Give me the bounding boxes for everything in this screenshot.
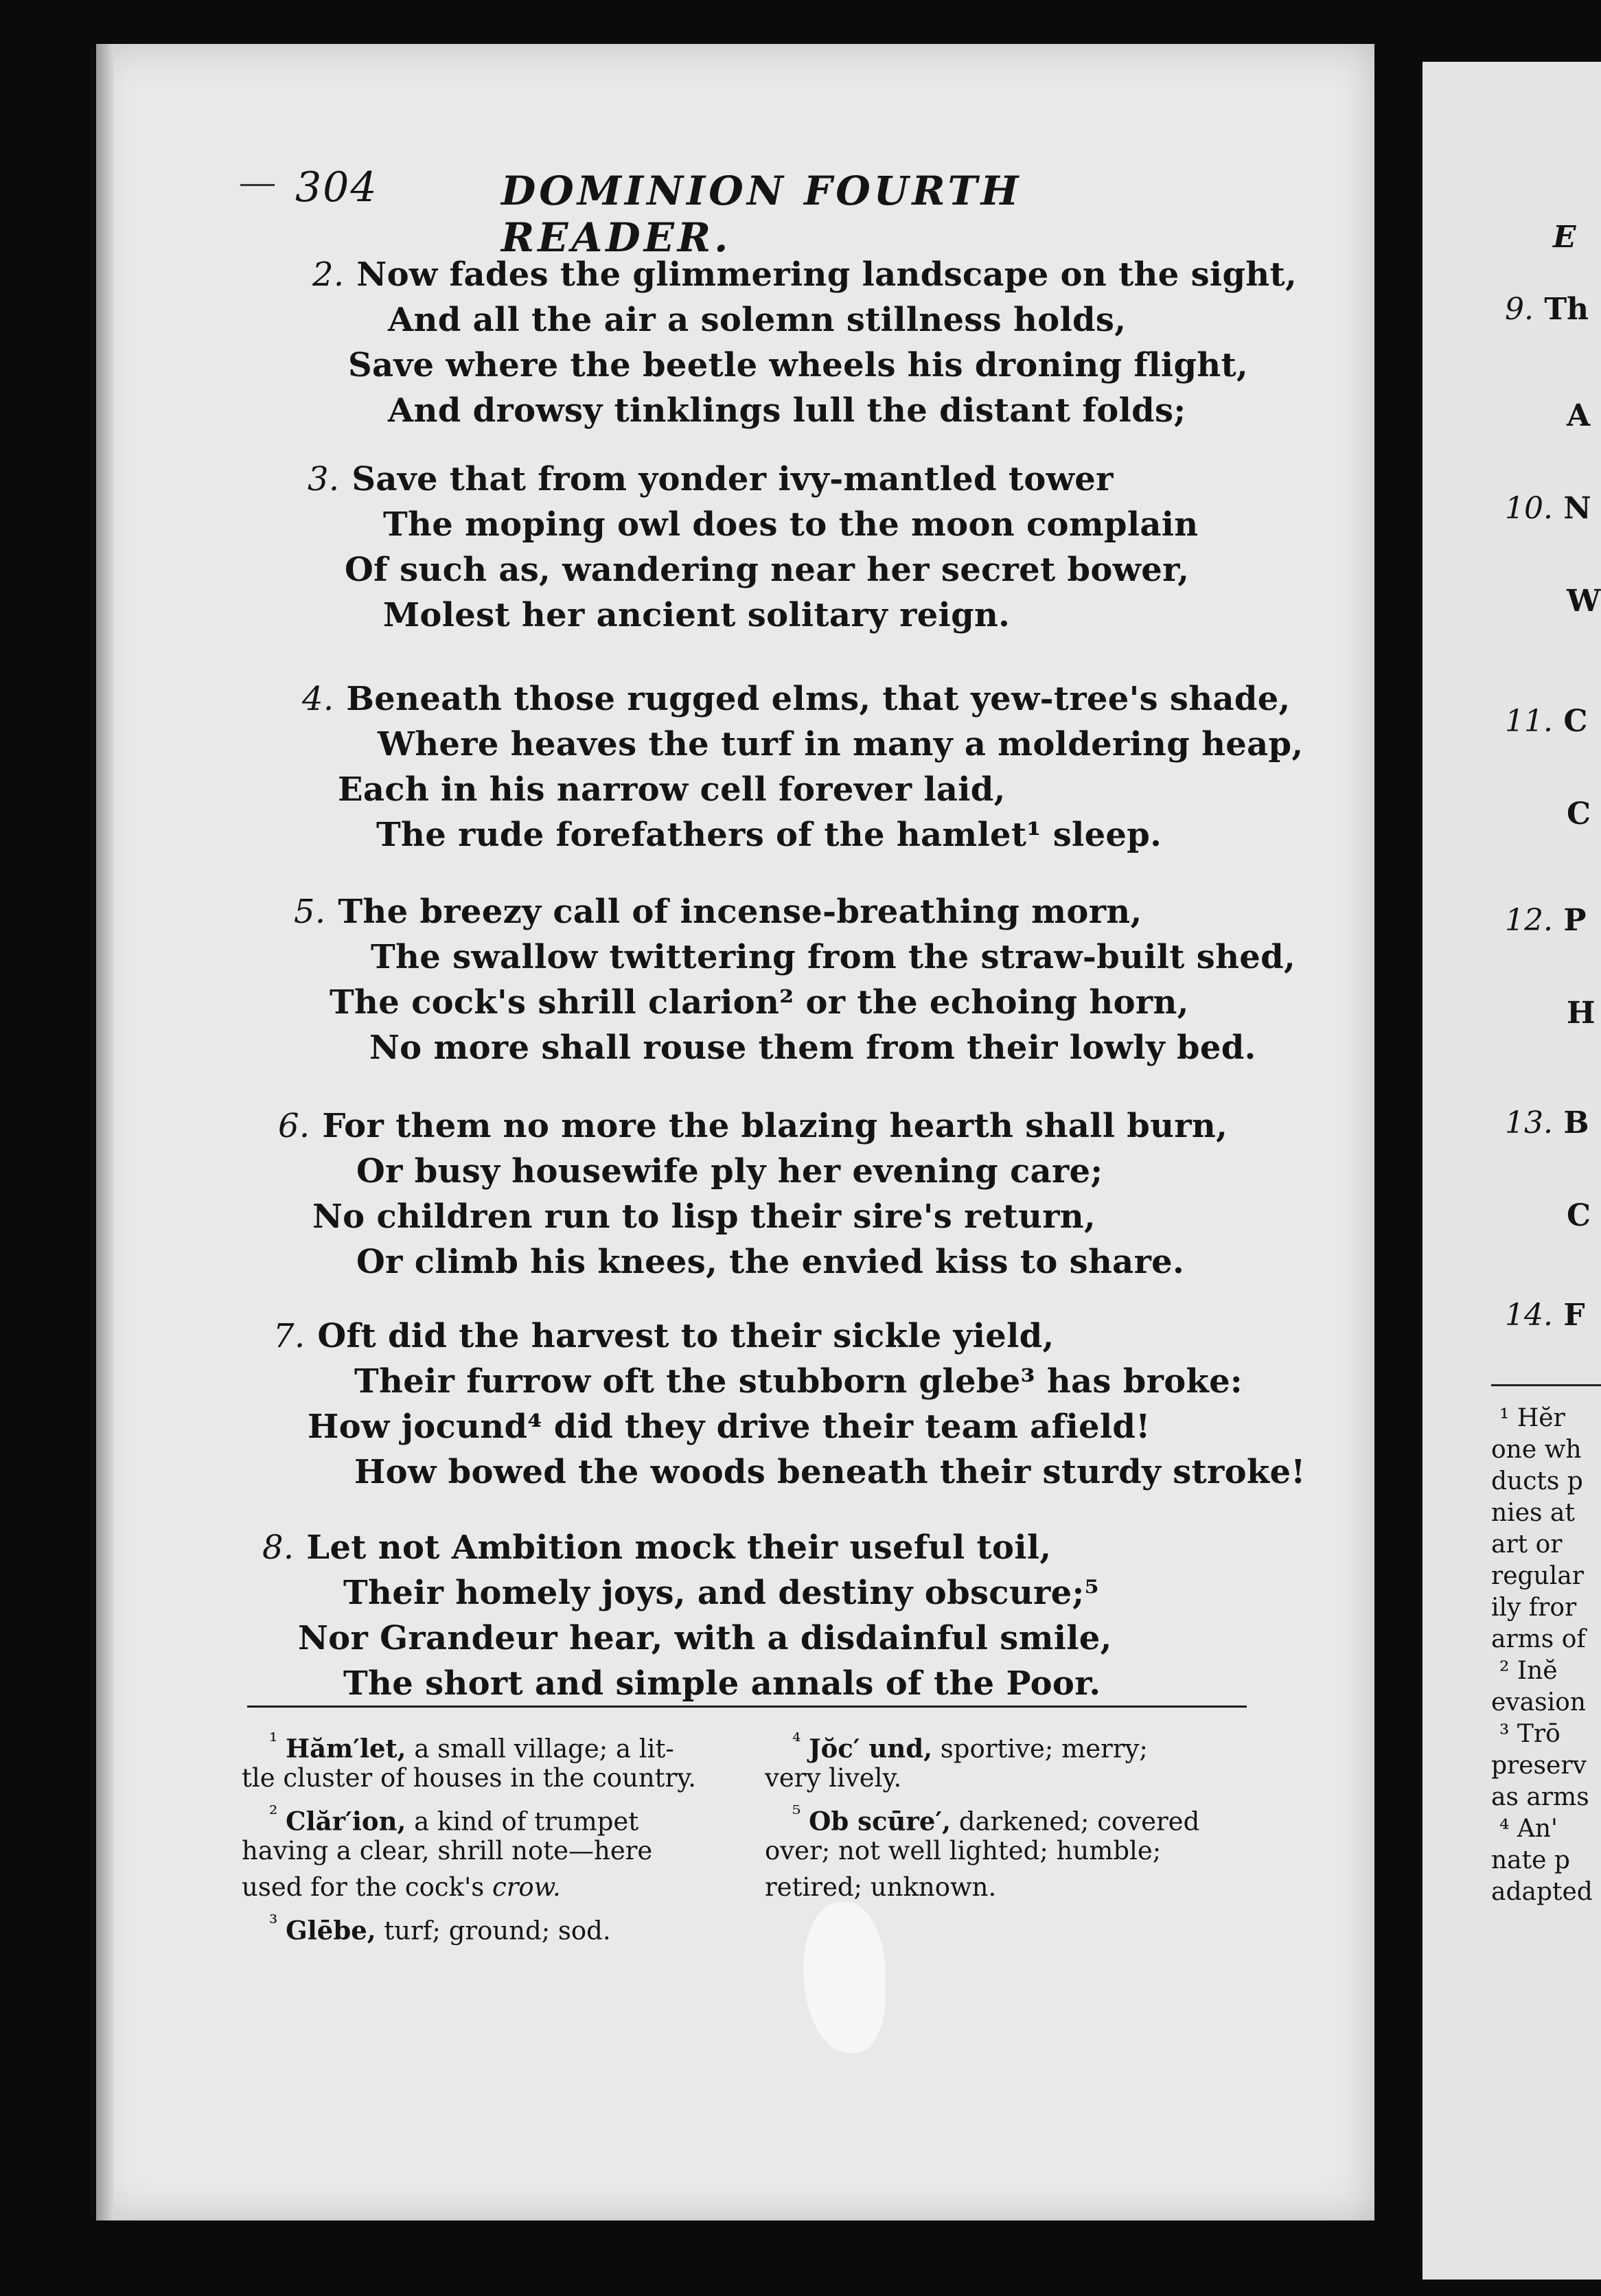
poem-line — [345, 551, 1189, 589]
poem-line — [383, 596, 1010, 634]
poem-line — [294, 893, 1142, 931]
facing-footnote-fragment: arms of — [1491, 1625, 1586, 1653]
poem-line — [378, 725, 1303, 764]
footnote-definition: over; not well lighted; humble; — [765, 1836, 1162, 1866]
poem-line-text: Or climb his knees, the envied kiss to share. — [356, 1243, 1185, 1281]
poem-line — [312, 255, 1297, 294]
facing-fragment-text: W — [1567, 584, 1601, 619]
footnote-definition: sportive; merry; — [940, 1734, 1148, 1764]
poem-line-text: The cock's shrill clarion² or the echoing horn, — [330, 983, 1189, 1022]
facing-footnote-fragment: ³ Trō — [1499, 1720, 1560, 1748]
facing-line-fragment — [1505, 1105, 1589, 1140]
poem-line-text: Save that from yonder ivy-mantled tower — [352, 460, 1114, 498]
running-header — [192, 163, 1222, 261]
poem-line-text: And all the air a solemn stillness holds, — [388, 301, 1127, 339]
poem-line — [383, 505, 1198, 544]
stanza-number: 7. — [273, 1317, 306, 1355]
poem-line-text: Their homely joys, and destiny obscure;⁵ — [343, 1574, 1099, 1612]
poem-line — [308, 460, 1114, 498]
poem-line-text: And drowsy tinklings lull the distant folds; — [388, 391, 1186, 430]
footnote-line — [242, 1869, 561, 1905]
facing-fragment-text: A — [1567, 398, 1591, 433]
poem-line — [348, 346, 1248, 384]
footnote-headword: Jŏc′ und, — [809, 1733, 933, 1764]
facing-footnote-fragment: ducts p — [1491, 1467, 1583, 1495]
facing-line-fragment — [1567, 584, 1600, 619]
footnote-line — [765, 1869, 996, 1905]
poem-line — [354, 1453, 1306, 1491]
poem-line — [278, 1107, 1228, 1145]
facing-line-fragment — [1505, 491, 1591, 526]
footnote-line — [242, 1833, 652, 1869]
stanza-number: 3. — [308, 460, 340, 498]
footnote-definition: a small village; a lit- — [414, 1734, 674, 1764]
facing-footnote-fragment: ² Inĕ — [1499, 1657, 1558, 1685]
poem-line-text: Save where the beetle wheels his droning flight, — [348, 346, 1248, 384]
poem-line — [330, 983, 1189, 1022]
facing-footnote-fragment: ¹ Hĕr — [1499, 1404, 1565, 1432]
facing-line-fragment — [1505, 704, 1587, 739]
facing-footnote-fragment: evasion — [1491, 1688, 1586, 1717]
page-gutter-shadow — [96, 44, 114, 2220]
footnote-line — [269, 1905, 611, 1949]
facing-footnote-fragment: ily fror — [1491, 1594, 1577, 1622]
poem-line — [338, 770, 1006, 809]
facing-footnote-fragment: one wh — [1491, 1436, 1582, 1464]
poem-line-text: Oft did the harvest to their sickle yield, — [317, 1317, 1055, 1355]
facing-stanza-number: 10. — [1505, 491, 1553, 526]
poem-line-text: For them no more the blazing hearth shall burn, — [322, 1107, 1228, 1145]
poem-line — [312, 1197, 1096, 1236]
stanza-number: 8. — [262, 1528, 295, 1567]
facing-footnote-fragment: nate p — [1491, 1846, 1570, 1874]
poem-line — [356, 1152, 1103, 1191]
poem-line-text: Where heaves the turf in many a moldering heap, — [378, 725, 1304, 764]
footnote-line — [242, 1760, 696, 1796]
running-title: DOMINION FOURTH READER. — [501, 168, 1022, 261]
poem-line-text: The short and simple annals of the Poor. — [343, 1664, 1101, 1703]
facing-footnote-fragment: art or — [1491, 1530, 1563, 1559]
footnote-marker: ⁵ — [792, 1802, 801, 1826]
facing-footnote-fragment: adapted — [1491, 1878, 1593, 1906]
footnote-definition: used for the cock's — [242, 1872, 485, 1902]
footnote-headword: Ob scūre′, — [809, 1806, 952, 1837]
facing-line-fragment — [1505, 292, 1589, 327]
poem-line — [356, 1243, 1184, 1281]
facing-stanza-number: 13. — [1505, 1105, 1553, 1140]
poem-line — [388, 391, 1186, 430]
poem-line-text: Of such as, wandering near her secret bower, — [345, 551, 1190, 589]
footnote-line — [765, 1833, 1161, 1869]
facing-footnote-fragment: regular — [1491, 1562, 1584, 1590]
facing-line-fragment — [1505, 903, 1586, 938]
facing-footnote-fragment: as arms — [1491, 1783, 1589, 1811]
facing-line-fragment — [1567, 996, 1596, 1031]
poem-line — [369, 1029, 1256, 1067]
facing-header-fragment: E — [1553, 220, 1576, 255]
facing-fragment-text: N — [1563, 491, 1591, 526]
footnote-marker: ⁴ — [792, 1729, 801, 1754]
footnote-definition: tle cluster of houses in the country. — [242, 1763, 696, 1793]
stanza-number: 2. — [312, 255, 345, 294]
poem-line-text: The breezy call of incense-breathing morn, — [338, 893, 1142, 931]
poem-line-text: The swallow twittering from the straw-built shed, — [371, 938, 1295, 976]
poem-line-text: Nor Grandeur hear, with a disdainful smile, — [298, 1619, 1112, 1657]
facing-fragment-text: H — [1567, 996, 1596, 1031]
facing-line-fragment — [1567, 1198, 1591, 1233]
poem-line-text: Beneath those rugged elms, that yew-tree's shade, — [346, 680, 1291, 718]
facing-fragment-text: F — [1563, 1298, 1585, 1333]
facing-fragment-text: B — [1563, 1105, 1589, 1140]
facing-footnote-fragment: ⁴ An' — [1499, 1815, 1558, 1843]
poem-line — [302, 680, 1291, 718]
poem-line — [343, 1574, 1099, 1612]
footnote-line — [765, 1760, 901, 1796]
facing-fragment-text: Th — [1544, 292, 1589, 327]
footnote-marker: ¹ — [269, 1729, 278, 1754]
facing-line-fragment — [1567, 796, 1591, 831]
footnotes-left-column — [242, 1723, 736, 1946]
footnote-italic-word: crow. — [492, 1872, 561, 1902]
poem-line-text: No more shall rouse them from their lowly bed. — [369, 1029, 1256, 1067]
footnotes-right-column — [765, 1723, 1259, 1916]
poem-line — [273, 1317, 1055, 1355]
footnote-marker: ³ — [269, 1911, 278, 1936]
facing-footnote-fragment: preserv — [1491, 1752, 1587, 1780]
poem-line-text: Each in his narrow cell forever laid, — [338, 770, 1006, 809]
stanza-number: 5. — [294, 893, 326, 931]
stanza-number: 4. — [302, 680, 334, 718]
facing-fragment-text: C — [1567, 1198, 1591, 1233]
poem-line — [354, 1362, 1243, 1401]
poem-line — [376, 816, 1162, 854]
poem-line — [371, 938, 1295, 976]
footnote-definition: darkened; covered — [958, 1806, 1200, 1837]
facing-stanza-number: 9. — [1505, 292, 1534, 327]
facing-line-fragment — [1505, 1298, 1585, 1333]
footnote-headword: Clăr′ion, — [286, 1806, 406, 1837]
poem-line-text: No children run to lisp their sire's return, — [312, 1197, 1096, 1236]
facing-fragment-text: C — [1563, 704, 1588, 739]
footnote-marker: ² — [269, 1802, 278, 1826]
poem-line — [308, 1408, 1151, 1446]
poem-line-text: The moping owl does to the moon complain — [383, 505, 1199, 544]
poem-line-text: How bowed the woods beneath their sturdy stroke! — [354, 1453, 1306, 1491]
facing-footnote-fragment: nies at — [1491, 1499, 1575, 1527]
facing-fragment-text: C — [1567, 796, 1591, 831]
poem-line — [298, 1619, 1112, 1657]
poem-line — [388, 301, 1126, 339]
poem-line-text: Or busy housewife ply her evening care; — [356, 1152, 1103, 1191]
footnote-definition: retired; unknown. — [765, 1872, 997, 1902]
facing-stanza-number: 14. — [1505, 1298, 1553, 1333]
footnote-definition: having a clear, shrill note—here — [242, 1836, 653, 1866]
footnote-definition: a kind of trumpet — [414, 1806, 639, 1837]
stanza-number: 6. — [278, 1107, 310, 1145]
footnote-definition: very lively. — [765, 1763, 902, 1793]
facing-stanza-number: 12. — [1505, 903, 1553, 938]
poem-line-text: The rude forefathers of the hamlet¹ sleep. — [376, 816, 1162, 854]
facing-footnote-rule — [1491, 1384, 1601, 1386]
poem-line-text: Molest her ancient solitary reign. — [383, 596, 1011, 634]
facing-line-fragment — [1567, 398, 1590, 433]
poem-line-text: Their furrow oft the stubborn glebe³ has broke: — [354, 1362, 1243, 1401]
footnote-headword: Glēbe, — [286, 1915, 376, 1946]
page-edge-shadow — [1374, 44, 1423, 2289]
facing-stanza-number: 11. — [1505, 704, 1553, 739]
poem-line-text: Now fades the glimmering landscape on the sight, — [356, 255, 1297, 294]
footnote-headword: Hăm′let, — [286, 1733, 406, 1764]
footnote-rule — [247, 1706, 1247, 1708]
poem-line — [343, 1664, 1101, 1703]
poem-line-text: Let not Ambition mock their useful toil, — [306, 1528, 1052, 1567]
poem-line-text: How jocund⁴ did they drive their team afield! — [308, 1408, 1151, 1446]
poem-line — [262, 1528, 1051, 1567]
facing-fragment-text: P — [1563, 903, 1587, 938]
book-page-right-partial — [1423, 62, 1601, 2280]
page-number: 304 — [295, 163, 378, 211]
header-dash — [240, 184, 275, 186]
footnote-definition: turf; ground; sod. — [384, 1916, 611, 1946]
